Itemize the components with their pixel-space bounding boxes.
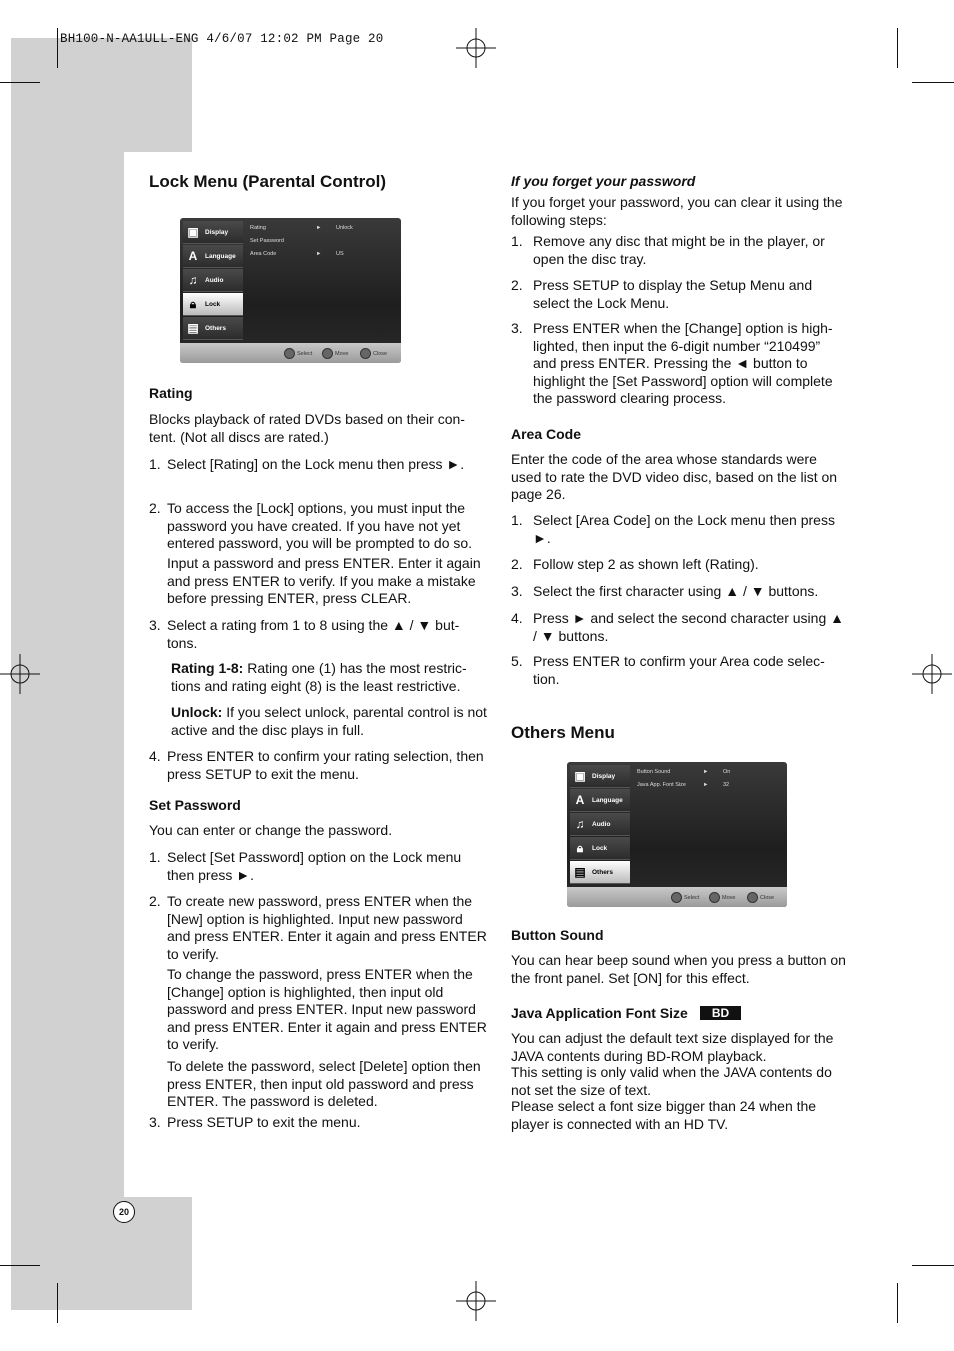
crop-mark bbox=[0, 1265, 40, 1266]
menu-option-row: Java App. Font Size ► 32 bbox=[637, 782, 730, 788]
menu-item-display: ▣ Display bbox=[570, 765, 630, 788]
area-code-intro: Enter the code of the area whose standards were used to rate the DVD video disc, based on the list on page 26. bbox=[511, 451, 838, 502]
button-sound-text: You can hear beep sound when you press a button on the front panel. Set [ON] for this effect. bbox=[511, 952, 846, 986]
select-button-icon bbox=[671, 892, 682, 903]
rating-18-note: Rating 1-8: Rating one (1) has the most restric-tions and rating eight (8) is the least restrictive. bbox=[171, 660, 467, 694]
audio-icon: ♫ bbox=[575, 817, 585, 831]
crop-mark bbox=[897, 28, 898, 68]
display-icon: ▣ bbox=[187, 225, 199, 239]
registration-mark-icon bbox=[0, 654, 40, 694]
menu-footer: Select Move Close bbox=[567, 887, 787, 907]
side-band bbox=[11, 1197, 192, 1310]
close-button-icon bbox=[747, 892, 758, 903]
forget-password-heading: If you forget your password bbox=[511, 173, 696, 189]
select-button-icon bbox=[284, 348, 295, 359]
lock-icon: 🔒︎ bbox=[189, 297, 197, 311]
language-icon: A bbox=[575, 793, 585, 807]
button-sound-heading: Button Sound bbox=[511, 927, 604, 943]
lock-menu-screenshot bbox=[180, 218, 401, 363]
crop-mark bbox=[912, 82, 954, 83]
crop-mark bbox=[912, 1265, 954, 1266]
area-code-heading: Area Code bbox=[511, 426, 582, 442]
crop-mark bbox=[897, 1283, 898, 1323]
menu-footer: Select Move Close bbox=[180, 343, 401, 363]
crop-mark bbox=[0, 82, 40, 83]
language-icon: A bbox=[188, 249, 198, 263]
menu-item-others: ▤ Others bbox=[183, 317, 243, 340]
audio-icon: ♫ bbox=[188, 273, 198, 287]
crop-mark bbox=[57, 1283, 58, 1323]
bd-badge: BD bbox=[700, 1006, 741, 1020]
menu-item-audio: ♫ Audio bbox=[183, 269, 243, 292]
registration-mark-icon bbox=[456, 1281, 496, 1321]
side-band bbox=[11, 38, 192, 152]
java-font-text: Please select a font size bigger than 24 when the player is connected with an HD TV. bbox=[511, 1098, 817, 1132]
registration-mark-icon bbox=[912, 654, 952, 694]
menu-item-language: A Language bbox=[183, 245, 243, 268]
menu-item-lock: 🔒︎ Lock bbox=[183, 293, 243, 316]
registration-mark-icon bbox=[456, 28, 496, 68]
java-font-text: You can adjust the default text size displayed for the JAVA contents during BD-ROM playback. bbox=[511, 1030, 834, 1064]
rating-intro: Blocks playback of rated DVDs based on their con-tent. (Not all discs are rated.) bbox=[149, 411, 465, 445]
menu-item-others: ▤ Others bbox=[570, 861, 630, 884]
menu-option-row: Rating ► Unlock bbox=[250, 225, 353, 231]
print-slug: BH100-N-AA1ULL-ENG 4/6/07 12:02 PM Page 20 bbox=[60, 32, 384, 46]
menu-option-row: Set Password bbox=[250, 238, 284, 244]
set-password-intro: You can enter or change the password. bbox=[149, 822, 393, 838]
display-icon: ▣ bbox=[574, 769, 586, 783]
lock-icon: 🔒︎ bbox=[576, 841, 584, 855]
menu-option-row: Button Sound ► On bbox=[637, 769, 731, 775]
folder-icon: ▤ bbox=[574, 865, 586, 879]
move-button-icon bbox=[322, 348, 333, 359]
menu-item-language: A Language bbox=[570, 789, 630, 812]
lock-menu-title: Lock Menu (Parental Control) bbox=[149, 172, 387, 191]
java-font-text: This setting is only valid when the JAVA contents do not set the size of text. bbox=[511, 1064, 832, 1098]
java-font-heading: Java Application Font Size bbox=[511, 1005, 688, 1021]
menu-item-lock: 🔒︎ Lock bbox=[570, 837, 630, 860]
menu-item-audio: ♫ Audio bbox=[570, 813, 630, 836]
close-button-icon bbox=[360, 348, 371, 359]
folder-icon: ▤ bbox=[187, 321, 199, 335]
unlock-note: Unlock: If you select unlock, parental control is not active and the disc plays in full. bbox=[171, 704, 487, 738]
crop-mark bbox=[57, 28, 58, 68]
others-menu-screenshot bbox=[567, 762, 787, 907]
move-button-icon bbox=[709, 892, 720, 903]
menu-option-row: Area Code ► US bbox=[250, 251, 344, 257]
forget-password-intro: If you forget your password, you can clear it using the following steps: bbox=[511, 194, 843, 228]
others-menu-title: Others Menu bbox=[511, 723, 615, 742]
set-password-heading: Set Password bbox=[149, 797, 241, 813]
menu-item-display: ▣ Display bbox=[183, 221, 243, 244]
rating-heading: Rating bbox=[149, 385, 193, 401]
page-number: 20 bbox=[113, 1201, 135, 1223]
